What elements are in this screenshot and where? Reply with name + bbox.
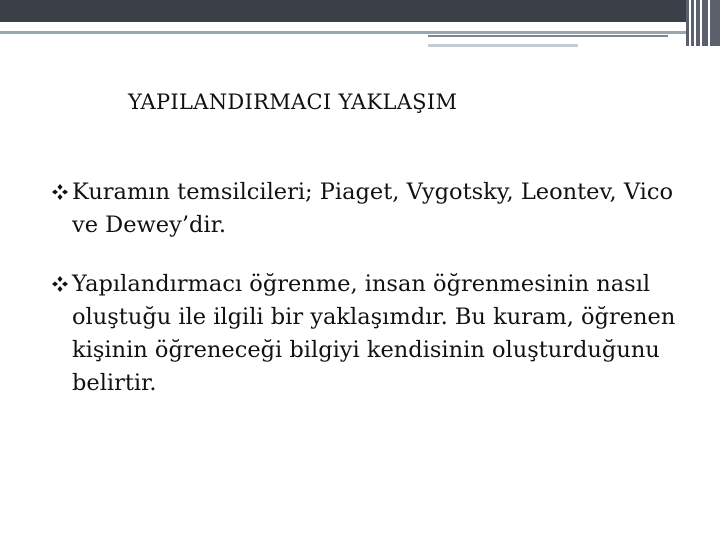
header-accent-line-short [428, 44, 578, 47]
slide-title: YAPILANDIRMACI YAKLAŞIM [128, 90, 458, 114]
bullet-item [52, 176, 702, 242]
four-diamond-bullet-icon [52, 276, 68, 292]
four-diamond-bullet-icon [52, 184, 68, 200]
header-accent-line [428, 35, 668, 37]
bullet-text: Kuramın temsilcileri; Piaget, Vygotsky, Leontev, Vico ve Dewey’dir. [72, 179, 674, 238]
header-bar [0, 0, 720, 22]
bullet-item [52, 268, 702, 400]
header-divider [0, 22, 686, 34]
bullet-list [52, 176, 702, 426]
header-accent-stripes [686, 0, 720, 46]
bullet-text: Yapılandırmacı öğrenme, insan öğrenmesinin nasıl oluştuğu ile ilgili bir yaklaşımdır. Bu kuram, öğrenen kişinin öğreneceği bilgiyi kendisinin oluşturduğunu belirtir. [72, 271, 676, 396]
